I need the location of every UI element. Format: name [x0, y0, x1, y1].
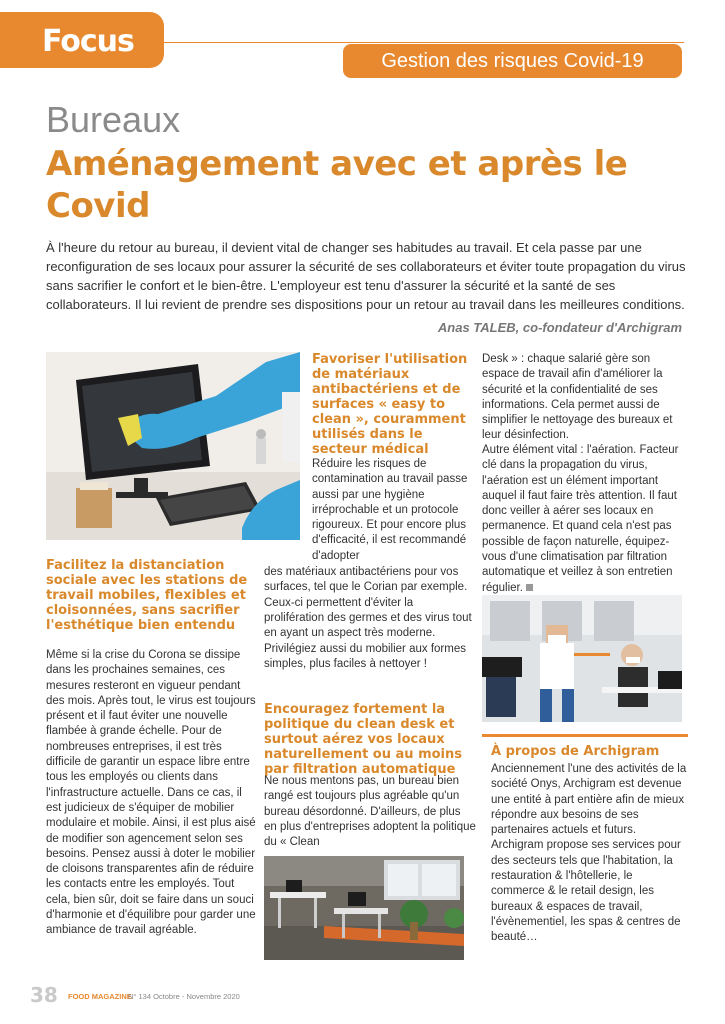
article-headline: Aménagement avec et après le Covid [46, 144, 628, 226]
about-title: À propos de Archigram [491, 744, 660, 759]
photo-cleaning-monitor [46, 352, 300, 540]
photo-masked-colleagues [482, 595, 682, 722]
col1-body: Même si la crise du Corona se dissipe dans les prochaines semaines, ces mesures resteront en vigueur pendant des mois. Après tout, le virus est toujours présent et il faut éviter une nouvelle flambée à grande échelle. Pour de nombreuses entreprises, il est très difficile de garantir un espace libre entre tous les employés ou clients dans l'infrastructure actuelle. Dans ce cas, il est judicieux de s'équiper de mobilier modulaire et mobile. Ainsi, il est plus aisé de modifier son agencement selon ses besoins. Pensez aussi à doter le mobilier de cloisons transparentes afin de réduire les contacts entre les employés. Tout cela, bien sûr, doit se faire dans un souci d'harmonie et d'équilibre pour garder une ambiance de travail agréable. [46, 649, 256, 937]
issue-info: N° 134 Octobre - Novembre 2020 [128, 992, 240, 1001]
col2-heading-materials: Favoriser l'utilisation de matériaux antibactériens et de surfaces « easy to clean », couramment utilisés dans le secteur médical [312, 352, 468, 457]
col3-body-a: Desk » : chaque salarié gère son espace de travail afin d'améliorer la sécurité et la confidentialité de ses informations. Cela permet aussi de simplifier le nettoyage des bureaux et leur désinfection. [482, 353, 673, 442]
article-intro: À l'heure du retour au bureau, il devient vital de changer ses habitudes au travail. Et cela passe par une reconfiguration de ses locaux pour assurer la sécurité de ses collaborateurs et éviter toute propagation du virus sans sacrifier le confort et le bien-être. L'employeur est tenu d'assurer la sécurité et la santé de ses collaborateurs. Il lui revient de prendre ses dispositions pour un retour au travail dans les meilleures conditions. [46, 240, 686, 312]
col2-body-materials-a: Réduire les risques de contamination au travail passe aussi par une hygiène irréprochable et un protocole rigoureux. Et pour encore plus d'efficacité, il est recommandé d'adopter [312, 458, 468, 562]
col3-body-b [482, 443, 688, 596]
header-rule [164, 42, 684, 43]
col2-body-materials-c: Privilégiez aussi du mobilier aux formes simples, plus faciles à nettoyer ! [264, 643, 466, 671]
col1-heading: Facilitez la distanciation sociale avec les stations de travail mobiles, flexibles et cloisonnées, sans sacrifier l'esthétique bien entendu [46, 558, 248, 633]
article-byline: Anas TALEB, co-fondateur d'Archigram [437, 320, 682, 335]
focus-label: Focus [42, 24, 134, 59]
col2-heading-clean-desk: Encouragez fortement la politique du clean desk et surtout aérez vos locaux naturellement ou au moins par filtration automatique [264, 702, 463, 777]
end-of-article-mark [526, 584, 533, 591]
section-banner: Gestion des risques Covid-19 [343, 44, 682, 78]
page-number: 38 [30, 983, 58, 1007]
about-body: Anciennement l'une des activités de la société Onys, Archigram est devenue une entité à part entière afin de mieux répondre aux besoins de ses partenaires actuels et futurs. Archigram propose ses services pour des secteurs tels que l'habitation, la restauration & l'hôtellerie, le commerce & le retail design, les bureaux & espaces de travail, l'évènementiel, les spas & centres de beauté… [491, 763, 687, 944]
col3-body-b-text: Autre élément vital : l'aération. Facteur clé dans la propagation du virus, l'aération est un élément important auquel il faut faire très attention. Il faut donc veiller à aérer ses locaux en permanence. Et quand cela n'est pas possible de façon naturelle, équipez-vous d'une climatisation par filtration automatique et veillez à son entretien régulier. [482, 444, 679, 594]
magazine-name: FOOD MAGAZINE [68, 992, 132, 1001]
photo-open-office [264, 856, 464, 960]
col2-body-clean-desk: Ne nous mentons pas, un bureau bien rangé est toujours plus agréable qu'un bureau désordonné. D'ailleurs, de plus en plus d'entreprises adoptent la politique du « Clean [264, 775, 476, 849]
col2-body-materials-b: des matériaux antibactériens pour vos surfaces, tel que le Corian par exemple. Ceux-ci permettent d'éviter la prolifération des germes et des virus tout en ayant un aspect très moderne. [264, 566, 472, 640]
article-kicker: Bureaux [46, 99, 181, 140]
